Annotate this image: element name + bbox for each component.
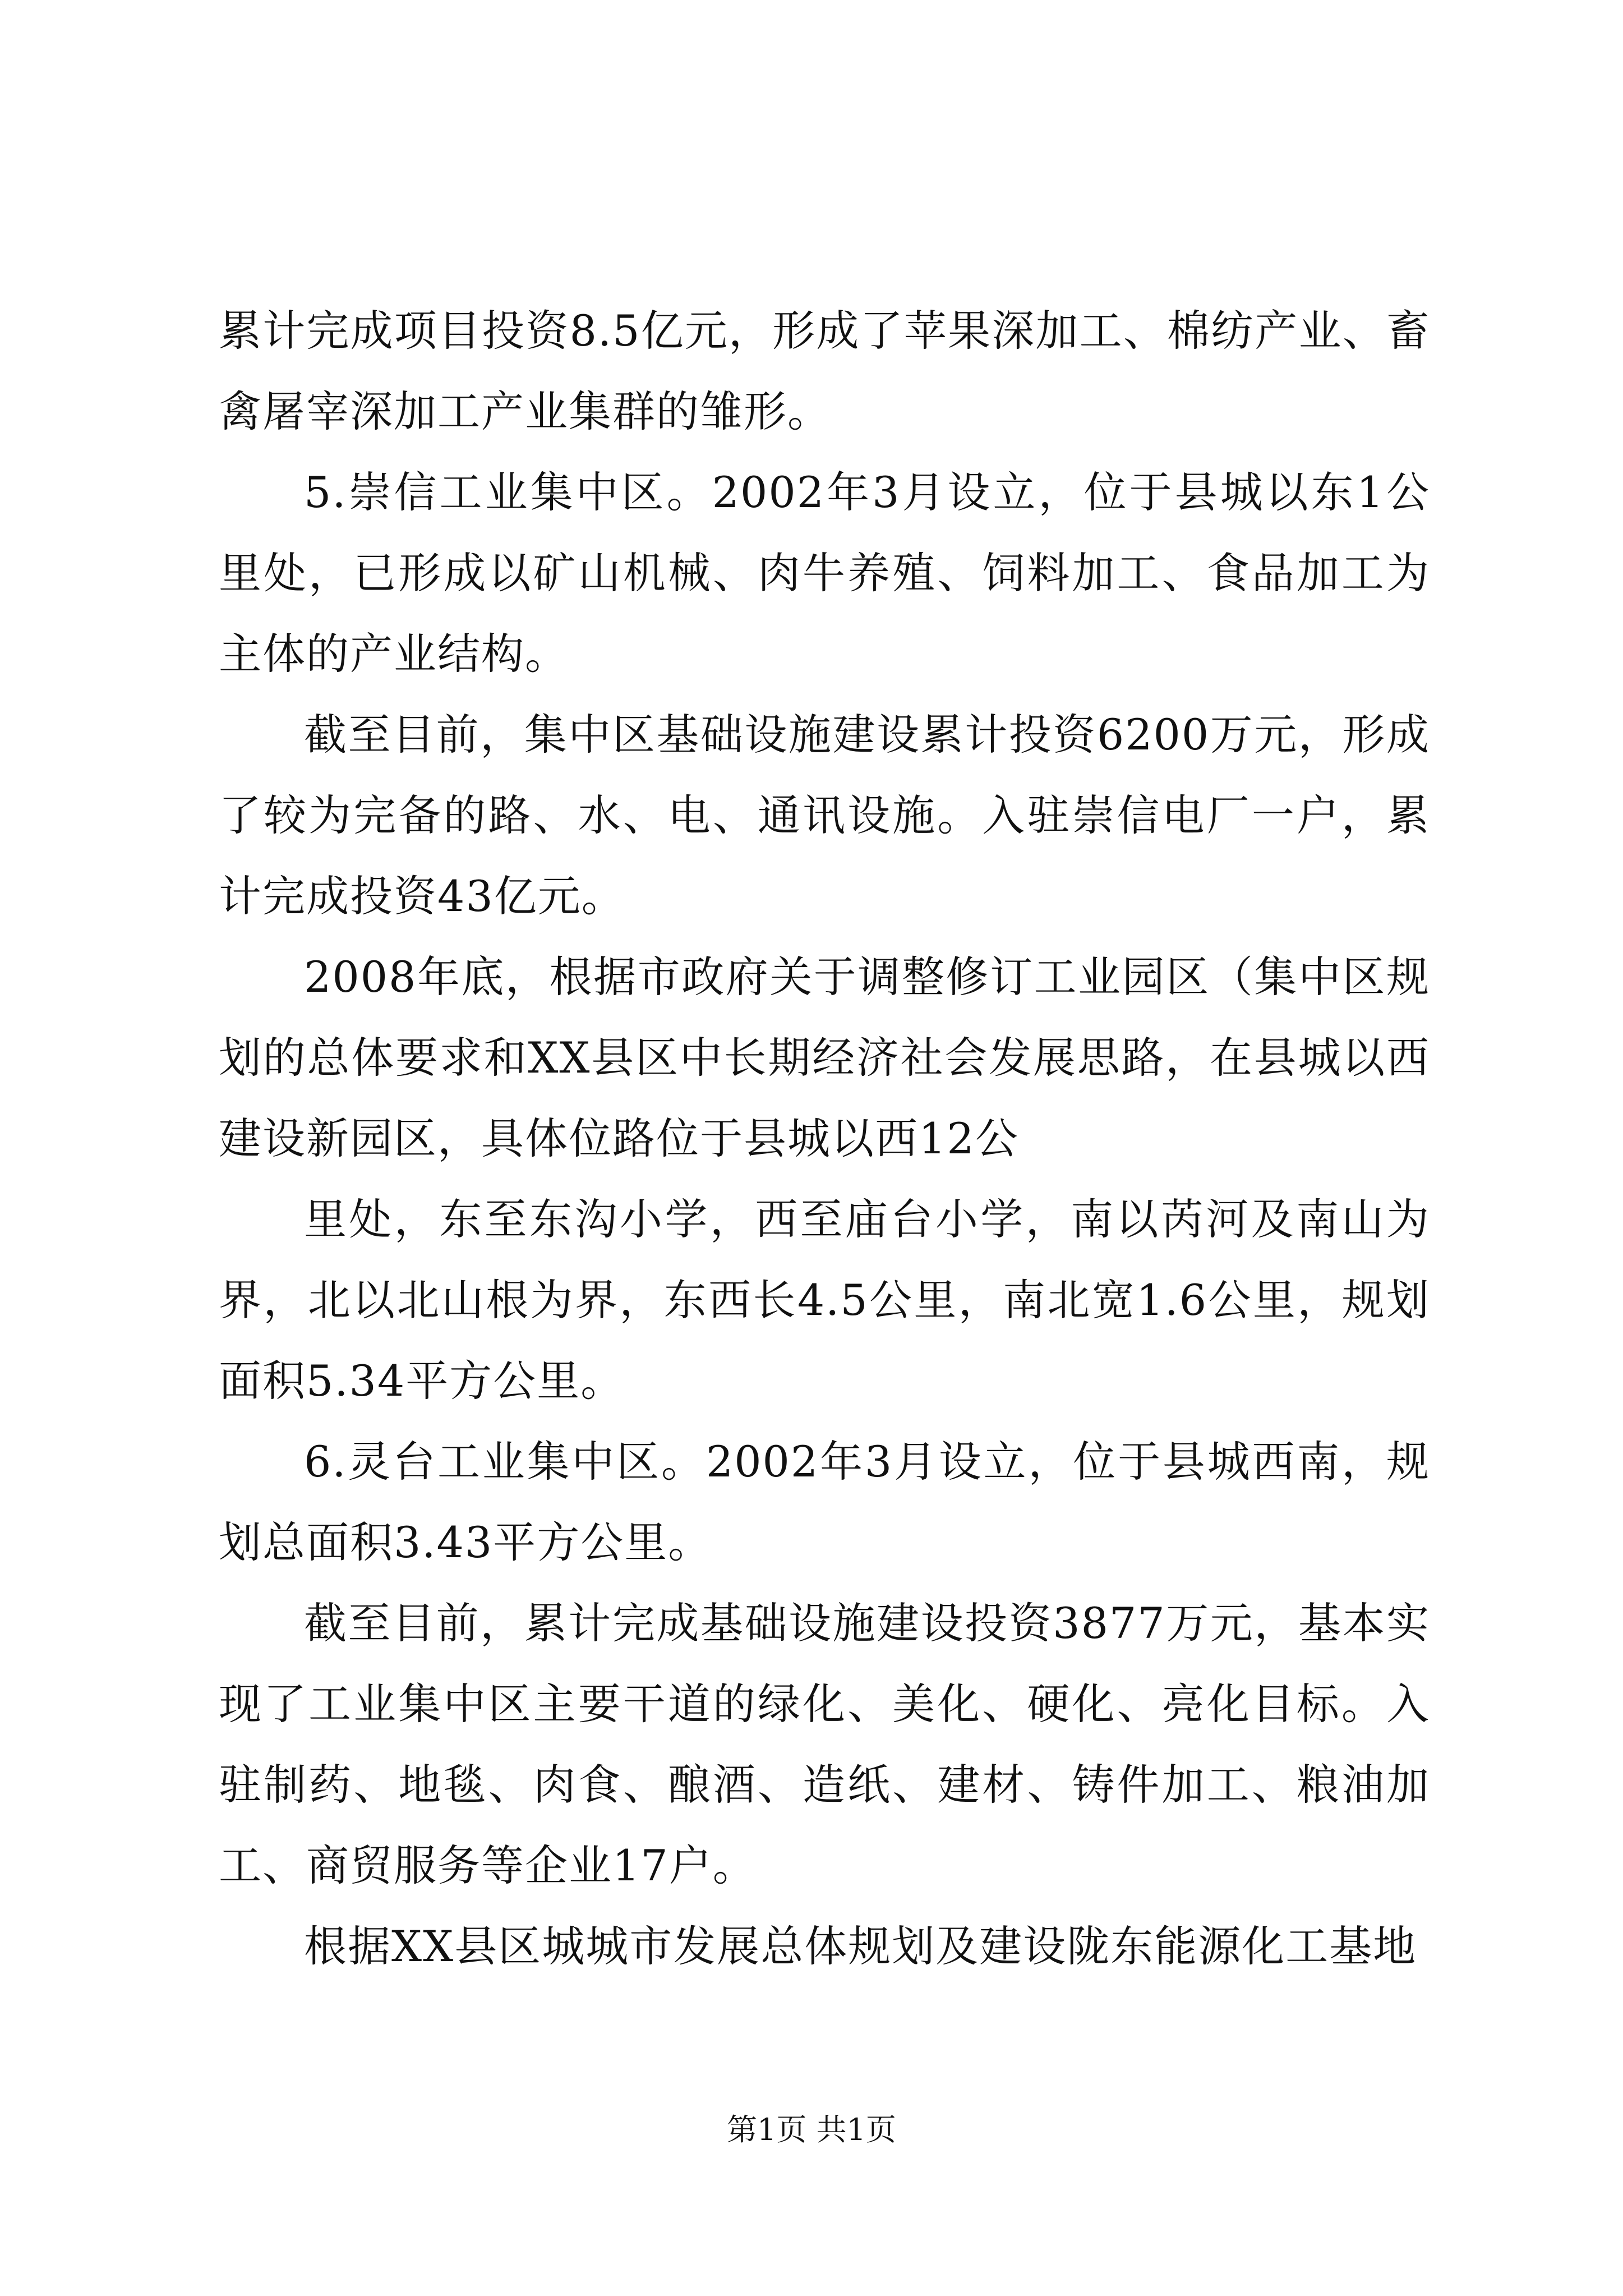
paragraph-7: 截至目前，累计完成基础设施建设投资3877万元，基本实现了工业集中区主要干道的绿化、美化、硬化、亮化目标。入驻制药、地毯、肉食、酿酒、造纸、建材、铸件加工、粮油加工、商贸服务等企业17户。	[219, 1598, 1430, 1890]
paragraph-2: 5.崇信工业集中区。2002年3月设立，位于县城以东1公里处，已形成以矿山机械、肉牛养殖、饲料加工、食品加工为主体的产业结构。	[219, 467, 1430, 679]
paragraph-1: 累计完成项目投资8.5亿元，形成了苹果深加工、棉纺产业、畜禽屠宰深加工产业集群的雏形。	[219, 306, 1430, 436]
page-footer	[0, 2110, 1623, 2150]
paragraph-5: 里处，东至东沟小学，西至庙台小学，南以芮河及南山为界，北以北山根为界，东西长4.5公里，南北宽1.6公里，规划面积5.34平方公里。	[219, 1194, 1430, 1406]
document-body	[219, 291, 1430, 1987]
paragraph-4: 2008年底，根据市政府关于调整修订工业园区（集中区规划的总体要求和XX县区中长期经济社会发展思路，在县城以西建设新园区，具体位路位于县城以西12公	[219, 952, 1430, 1163]
paragraph-6: 6.灵台工业集中区。2002年3月设立，位于县城西南，规划总面积3.43平方公里。	[219, 1437, 1430, 1567]
paragraph-8: 根据XX县区城城市发展总体规划及建设陇东能源化工基地	[304, 1921, 1417, 1971]
paragraph-3: 截至目前，集中区基础设施建设累计投资6200万元，形成了较为完备的路、水、电、通讯设施。入驻崇信电厂一户，累计完成投资43亿元。	[219, 710, 1430, 921]
page-number-label: 第1页 共1页	[727, 2112, 896, 2147]
